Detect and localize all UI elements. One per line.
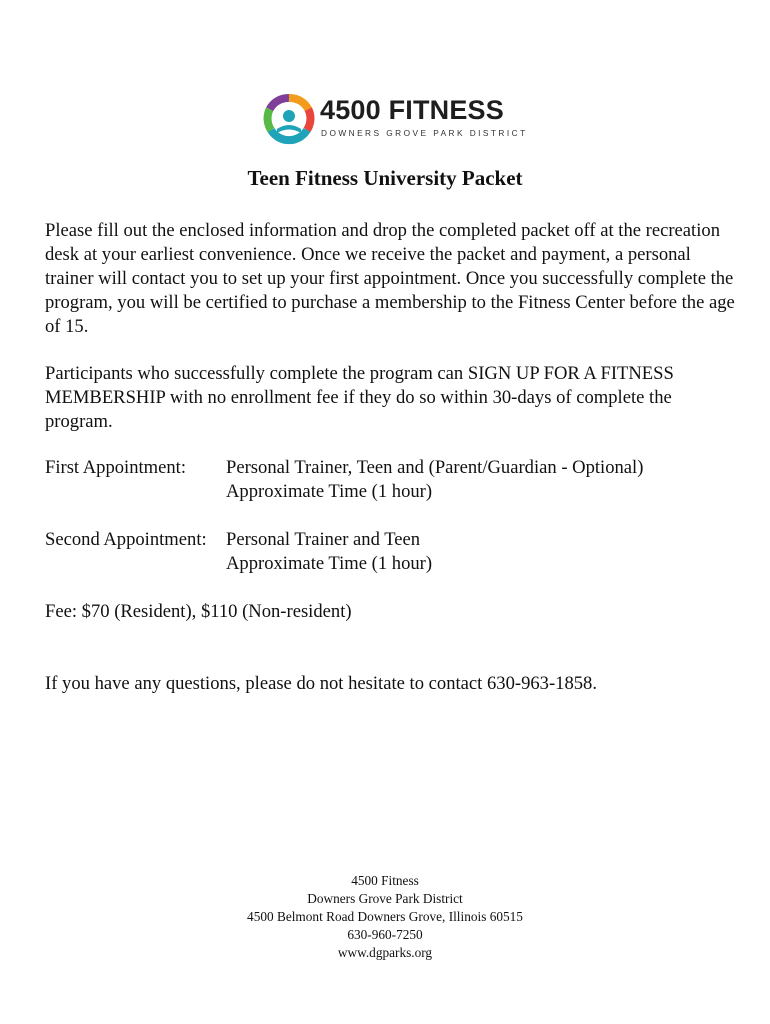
footer-website: www.dgparks.org bbox=[337, 945, 433, 960]
second-appointment-time: Approximate Time (1 hour) bbox=[226, 553, 433, 574]
first-appointment-attendees: Personal Trainer, Teen and (Parent/Guardian - Optional) bbox=[226, 457, 644, 478]
first-appointment-time: Approximate Time (1 hour) bbox=[226, 481, 433, 502]
contact-text: If you have any questions, please do not hesitate to contact 630-963-1858. bbox=[45, 673, 597, 694]
footer-street-address: 4500 Belmont Road Downers Grove, Illinois 60515 bbox=[247, 909, 523, 924]
intro-paragraph: Please fill out the enclosed information and drop the completed packet off at the recreation desk at your earliest convenience. Once we receive the packet and payment, a personal trainer will contact you to set up your first appointment. Once you successfully complete the program, you will be certified to purchase a membership to the Fitness Center before the age of 15. bbox=[45, 220, 735, 337]
person-circle-logo-icon bbox=[263, 93, 315, 145]
page-title: Teen Fitness University Packet bbox=[247, 166, 523, 190]
footer-district: Downers Grove Park District bbox=[307, 891, 463, 906]
second-appointment-label: Second Appointment: bbox=[45, 529, 207, 550]
footer-address bbox=[0, 872, 770, 962]
fee-text: Fee: $70 (Resident), $110 (Non-resident) bbox=[45, 601, 352, 622]
footer-org-name: 4500 Fitness bbox=[351, 873, 419, 888]
logo bbox=[263, 93, 528, 145]
second-appointment-attendees: Personal Trainer and Teen bbox=[226, 529, 421, 550]
first-appointment-label: First Appointment: bbox=[45, 457, 187, 478]
membership-paragraph: Participants who successfully complete the program can SIGN UP FOR A FITNESS MEMBERSHIP with no enrollment fee if they do so within 30-days of complete the program. bbox=[45, 363, 674, 432]
footer-phone: 630-960-7250 bbox=[347, 927, 423, 942]
logo-name: 4500 FITNESS bbox=[320, 95, 504, 125]
logo-subtitle: DOWNERS GROVE PARK DISTRICT bbox=[321, 128, 528, 138]
